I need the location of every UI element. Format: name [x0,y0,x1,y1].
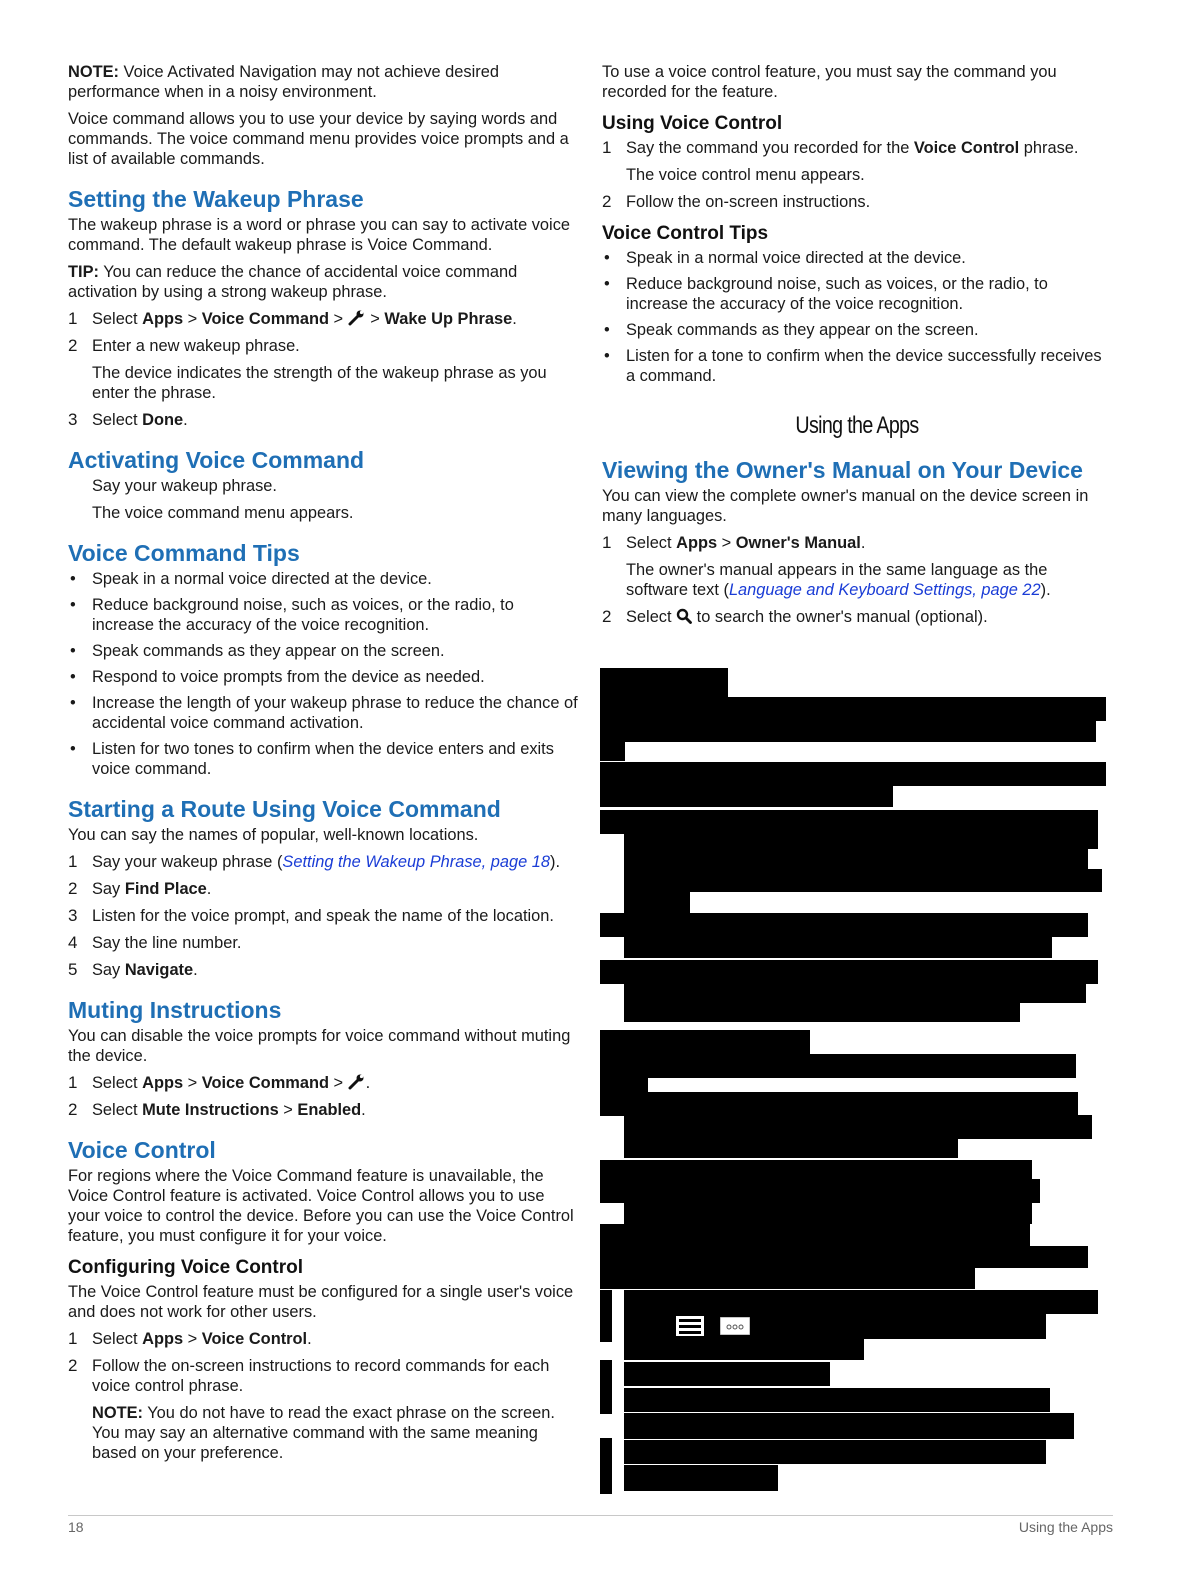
redaction-bar [600,668,728,698]
redaction-bar [600,785,893,807]
redaction-bar [600,1246,1088,1268]
list-item-text: Listen for a tone to confirm when the device successfully receives a command. [626,347,1102,385]
manual-step-2: 2 Select to search the owner's manual (optional). [602,607,988,626]
list-item-text: Reduce background noise, such as voices, or the radio, to increase the accuracy of the voice recognition. [92,596,514,634]
redaction-bar [624,1413,1074,1439]
heading-using-voice-control: Using Voice Control [602,113,783,134]
heading-voice-command-tips: Voice Command Tips [68,540,300,566]
redaction-bar [600,1160,1032,1180]
redaction-bar [600,960,1098,984]
redaction-bar [600,1360,612,1414]
bullet-marker: • [70,740,76,758]
list-item [68,641,580,661]
redaction-bar [600,1290,612,1342]
activating-line-1: Say your wakeup phrase. [92,477,277,495]
redaction-bar [624,1290,1098,1314]
note-paragraph: NOTE: Voice Activated Navigation may not achieve desired performance when in a noisy environment. [68,63,499,101]
route-step-5: 5 Say Navigate. [68,960,198,979]
redaction-bar [624,983,1086,1003]
redaction-bar [624,1002,1020,1022]
heading-voice-control: Voice Control [68,1137,216,1163]
list-item-text: Speak commands as they appear on the screen. [92,642,445,660]
voice-control-body: For regions where the Voice Command feature is unavailable, the Voice Control feature is activated. Voice Control allows you to use your voice to control the device. Before you can use the Voice Control feature, you must configure it for your voice. [68,1167,574,1245]
bullet-marker: • [70,694,76,712]
wakeup-body: The wakeup phrase is a word or phrase you can say to activate voice command. The default wakeup phrase is Voice Command. [68,216,571,254]
footer-divider [68,1515,1113,1516]
right-column [602,62,1112,634]
redaction-bar [600,913,1088,937]
list-item [602,274,1112,314]
muting-body: You can disable the voice prompts for voice command without muting the device. [68,1027,571,1065]
search-icon [676,608,692,624]
wrench-icon [348,1074,366,1090]
voice-command-tips-list [68,569,580,779]
language-settings-link[interactable]: Language and Keyboard Settings, page 22 [728,581,1041,599]
heading-owners-manual: Viewing the Owner's Manual on Your Device [602,457,1083,483]
redaction-bar [600,1267,975,1289]
redaction-bar [600,1030,810,1056]
list-item [68,739,580,779]
wakeup-phrase-link[interactable]: Setting the Wakeup Phrase, page 18 [282,853,551,871]
redaction-bar [600,762,1106,786]
redaction-bar [624,1202,1032,1224]
route-step-1: 1 Say your wakeup phrase (Setting the Wakeup Phrase, page 18). [68,852,561,871]
bullet-marker: • [70,668,76,686]
list-item [68,569,580,589]
redaction-bar [624,848,1088,870]
note-label: NOTE: [68,63,119,81]
using-step-2: 2 Follow the on-screen instructions. [602,192,871,211]
bullet-marker: • [604,249,610,267]
route-body: You can say the names of popular, well-known locations. [68,826,479,844]
left-column [68,62,580,1470]
list-item [68,693,580,733]
more-options-icon [720,1317,750,1335]
redaction-bar [624,1388,1050,1412]
heading-starting-route: Starting a Route Using Voice Command [68,796,501,822]
route-step-2: 2 Say Find Place. [68,879,212,898]
tip-paragraph: TIP: You can reduce the chance of accidental voice command activation by using a strong wakeup phrase. [68,263,518,301]
right-intro: To use a voice control feature, you must say the command you recorded for the feature. [602,63,1057,101]
list-item-text: Respond to voice prompts from the device as needed. [92,668,485,686]
manual-step-1-result: The owner's manual appears in the same language as the software text (Language and Keyboard Settings, page 22). [626,561,1051,599]
redaction-bar [600,1077,648,1093]
heading-voice-control-tips: Voice Control Tips [602,223,769,244]
redaction-bar [624,1138,958,1158]
heading-muting: Muting Instructions [68,997,282,1023]
list-item-text: Listen for two tones to confirm when the device enters and exits voice command. [92,740,554,778]
redaction-bar [624,1440,1046,1464]
list-item-text: Speak in a normal voice directed at the device. [92,570,432,588]
redaction-bar [624,891,690,913]
muting-step-2: 2 Select Mute Instructions > Enabled. [68,1100,366,1119]
redaction-bar [600,697,1106,721]
section-title: Using the Apps [795,412,919,439]
route-step-3: 3 Listen for the voice prompt, and speak the name of the location. [68,906,554,925]
redaction-bar [600,741,625,761]
config-note: NOTE: You do not have to read the exact phrase on the screen. You may say an alternative command with the same meaning based on your preference. [92,1404,555,1462]
manual-step-1: 1 Select Apps > Owner's Manual. [602,533,866,552]
wakeup-step-2: 2 Enter a new wakeup phrase. [68,336,300,355]
bullet-marker: • [604,321,610,339]
bullet-marker: • [70,596,76,614]
heading-configuring: Configuring Voice Control [68,1257,304,1278]
list-item [602,346,1112,386]
manual-body: You can view the complete owner's manual on the device screen in many languages. [602,487,1089,525]
redaction-bar [624,936,1052,958]
page-number: 18 [68,1519,84,1535]
redaction-bar [600,1092,1078,1116]
list-item [602,248,1112,268]
redaction-bar [624,833,1098,849]
using-step-1-result: The voice control menu appears. [626,166,865,184]
list-item-text: Reduce background noise, such as voices, or the radio, to increase the accuracy of the voice recognition. [626,275,1048,313]
list-item-text: Speak commands as they appear on the screen. [626,321,979,339]
redaction-bar [600,720,1096,742]
activating-line-2: The voice command menu appears. [92,504,354,522]
list-item [602,320,1112,340]
intro-paragraph: Voice command allows you to use your device by saying words and commands. The voice command menu provides voice prompts and a list of available commands. [68,110,569,168]
route-step-4: 4 Say the line number. [68,933,242,952]
redaction-bar [624,1338,864,1360]
redaction-bar [600,1054,1076,1078]
muting-step-1: 1 Select Apps > Voice Command > . [68,1073,371,1092]
list-item [68,595,580,635]
wakeup-step-3: 3 Select Done. [68,410,188,429]
bullet-marker: • [604,275,610,293]
redaction-bar [624,1115,1092,1139]
config-body: The Voice Control feature must be configured for a single user's voice and does not work for other users. [68,1283,574,1321]
list-item-text: Speak in a normal voice directed at the device. [626,249,966,267]
wakeup-step-2-result: The device indicates the strength of the wakeup phrase as you enter the phrase. [92,364,547,402]
config-step-1: 1 Select Apps > Voice Control. [68,1329,312,1348]
redaction-bar [600,810,1098,834]
redaction-bar [600,1438,612,1494]
using-step-1: 1 Say the command you recorded for the Voice Control phrase. [602,138,1079,157]
heading-activating: Activating Voice Command [68,447,365,473]
wakeup-step-1: 1 Select Apps > Voice Command > > Wake Up Phrase. [68,309,517,328]
redaction-bar [600,1224,1030,1248]
redaction-bar [624,1362,830,1386]
voice-control-tips-list [602,248,1112,386]
bullet-marker: • [604,347,610,365]
config-step-2: 2 Follow the on-screen instructions to record commands for each voice control phrase. [68,1356,550,1395]
list-item [68,667,580,687]
redaction-bar [600,1179,1040,1203]
redaction-bar [624,1465,778,1491]
list-item-text: Increase the length of your wakeup phrase to reduce the chance of accidental voice command activation. [92,694,578,732]
menu-icon [676,1316,704,1336]
heading-wakeup-phrase: Setting the Wakeup Phrase [68,186,364,212]
footer-section-name: Using the Apps [1018,1519,1113,1535]
wrench-icon [348,310,366,326]
bullet-marker: • [70,570,76,588]
bullet-marker: • [70,642,76,660]
redaction-bar [624,869,1102,892]
